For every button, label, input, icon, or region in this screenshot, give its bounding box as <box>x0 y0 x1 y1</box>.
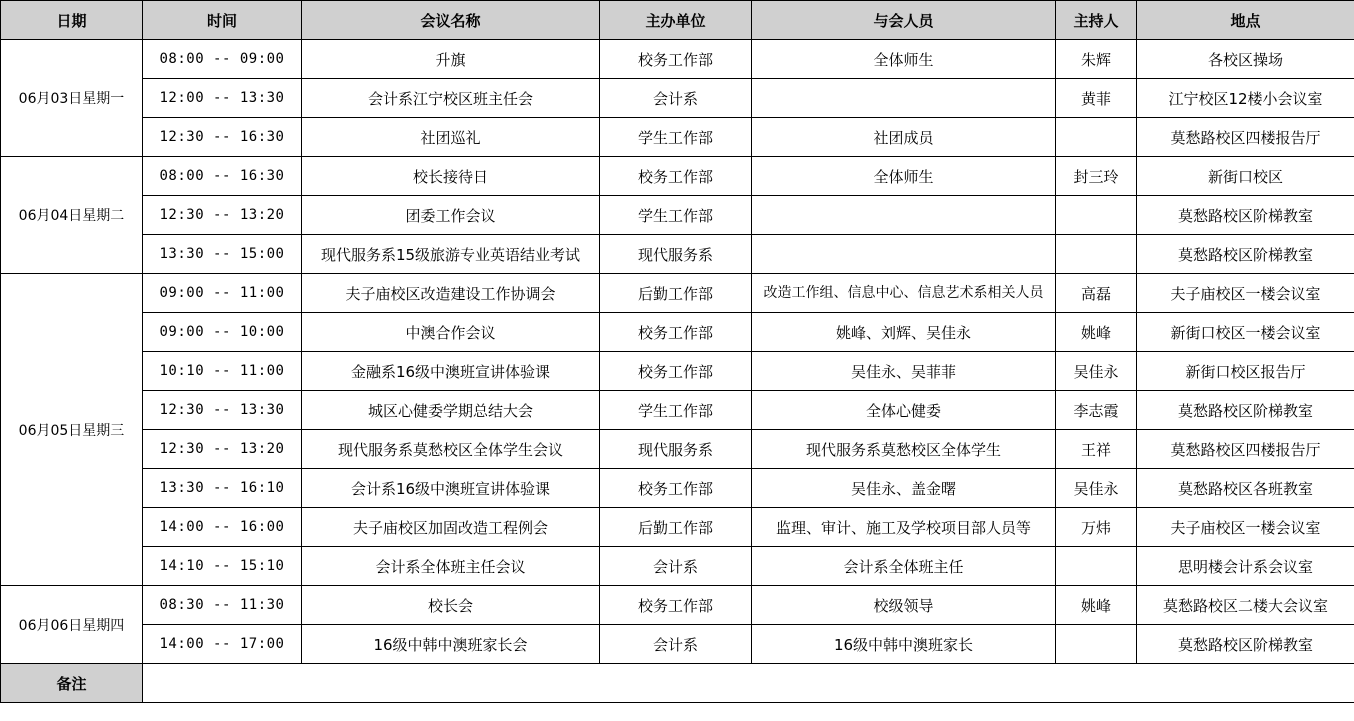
time-cell: 14:00 -- 17:00 <box>143 625 302 664</box>
time-cell: 12:30 -- 16:30 <box>143 118 302 157</box>
host-unit-cell: 会计系 <box>600 79 752 118</box>
chair-cell: 姚峰 <box>1056 313 1137 352</box>
chair-cell <box>1056 235 1137 274</box>
host-unit-cell: 后勤工作部 <box>600 508 752 547</box>
location-cell: 新街口校区一楼会议室 <box>1137 313 1354 352</box>
host-unit-cell: 后勤工作部 <box>600 274 752 313</box>
attendees-cell: 社团成员 <box>752 118 1056 157</box>
header-attendees: 与会人员 <box>752 1 1056 40</box>
time-cell: 12:30 -- 13:30 <box>143 391 302 430</box>
table-row <box>1 313 1354 352</box>
header-meeting-name: 会议名称 <box>302 1 600 40</box>
date-cell: 06月05日星期三 <box>1 274 143 586</box>
meeting-name-cell: 会计系江宁校区班主任会 <box>302 79 600 118</box>
location-cell: 莫愁路校区阶梯教室 <box>1137 391 1354 430</box>
host-unit-cell: 学生工作部 <box>600 196 752 235</box>
host-unit-cell: 校务工作部 <box>600 352 752 391</box>
notes-value <box>143 664 1354 703</box>
header-chair: 主持人 <box>1056 1 1137 40</box>
table-row <box>1 625 1354 664</box>
time-cell: 13:30 -- 15:00 <box>143 235 302 274</box>
table-row <box>1 196 1354 235</box>
chair-cell: 万炜 <box>1056 508 1137 547</box>
host-unit-cell: 会计系 <box>600 625 752 664</box>
location-cell: 夫子庙校区一楼会议室 <box>1137 508 1354 547</box>
attendees-cell: 会计系全体班主任 <box>752 547 1056 586</box>
chair-cell: 姚峰 <box>1056 586 1137 625</box>
time-cell: 09:00 -- 10:00 <box>143 313 302 352</box>
meeting-name-cell: 会计系16级中澳班宣讲体验课 <box>302 469 600 508</box>
date-cell: 06月06日星期四 <box>1 586 143 664</box>
time-cell: 13:30 -- 16:10 <box>143 469 302 508</box>
attendees-cell: 现代服务系莫愁校区全体学生 <box>752 430 1056 469</box>
header-time: 时间 <box>143 1 302 40</box>
chair-cell: 吴佳永 <box>1056 469 1137 508</box>
table-row <box>1 547 1354 586</box>
attendees-cell: 全体师生 <box>752 40 1056 79</box>
chair-cell: 黄菲 <box>1056 79 1137 118</box>
chair-cell: 封三玲 <box>1056 157 1137 196</box>
time-cell: 12:00 -- 13:30 <box>143 79 302 118</box>
chair-cell: 吴佳永 <box>1056 352 1137 391</box>
time-cell: 09:00 -- 11:00 <box>143 274 302 313</box>
table-row <box>1 430 1354 469</box>
attendees-cell: 监理、审计、施工及学校项目部人员等 <box>752 508 1056 547</box>
table-row <box>1 352 1354 391</box>
meeting-name-cell: 城区心健委学期总结大会 <box>302 391 600 430</box>
host-unit-cell: 校务工作部 <box>600 313 752 352</box>
meeting-name-cell: 金融系16级中澳班宣讲体验课 <box>302 352 600 391</box>
notes-row <box>1 664 1354 703</box>
header-location: 地点 <box>1137 1 1354 40</box>
meeting-name-cell: 夫子庙校区改造建设工作协调会 <box>302 274 600 313</box>
chair-cell <box>1056 625 1137 664</box>
time-cell: 10:10 -- 11:00 <box>143 352 302 391</box>
table-row <box>1 40 1354 79</box>
attendees-cell: 全体师生 <box>752 157 1056 196</box>
attendees-cell: 改造工作组、信息中心、信息艺术系相关人员 <box>752 274 1056 313</box>
time-cell: 12:30 -- 13:20 <box>143 430 302 469</box>
time-cell: 08:00 -- 16:30 <box>143 157 302 196</box>
attendees-cell <box>752 196 1056 235</box>
time-cell: 12:30 -- 13:20 <box>143 196 302 235</box>
location-cell: 莫愁路校区阶梯教室 <box>1137 196 1354 235</box>
date-cell: 06月04日星期二 <box>1 157 143 274</box>
header-row <box>1 1 1354 40</box>
table-row <box>1 157 1354 196</box>
meeting-name-cell: 团委工作会议 <box>302 196 600 235</box>
time-cell: 14:00 -- 16:00 <box>143 508 302 547</box>
chair-cell: 高磊 <box>1056 274 1137 313</box>
host-unit-cell: 校务工作部 <box>600 586 752 625</box>
meeting-name-cell: 校长会 <box>302 586 600 625</box>
date-cell: 06月03日星期一 <box>1 40 143 157</box>
host-unit-cell: 现代服务系 <box>600 235 752 274</box>
attendees-cell: 吴佳永、吴菲菲 <box>752 352 1056 391</box>
table-row <box>1 235 1354 274</box>
meeting-name-cell: 16级中韩中澳班家长会 <box>302 625 600 664</box>
location-cell: 莫愁路校区阶梯教室 <box>1137 235 1354 274</box>
location-cell: 莫愁路校区二楼大会议室 <box>1137 586 1354 625</box>
table-row <box>1 391 1354 430</box>
header-host-unit: 主办单位 <box>600 1 752 40</box>
schedule-body <box>1 40 1354 664</box>
chair-cell <box>1056 547 1137 586</box>
time-cell: 08:30 -- 11:30 <box>143 586 302 625</box>
meeting-name-cell: 社团巡礼 <box>302 118 600 157</box>
table-row <box>1 118 1354 157</box>
chair-cell: 王祥 <box>1056 430 1137 469</box>
location-cell: 夫子庙校区一楼会议室 <box>1137 274 1354 313</box>
location-cell: 莫愁路校区四楼报告厅 <box>1137 118 1354 157</box>
attendees-cell <box>752 235 1056 274</box>
host-unit-cell: 校务工作部 <box>600 157 752 196</box>
location-cell: 新街口校区报告厅 <box>1137 352 1354 391</box>
table-row <box>1 79 1354 118</box>
host-unit-cell: 会计系 <box>600 547 752 586</box>
time-cell: 08:00 -- 09:00 <box>143 40 302 79</box>
time-cell: 14:10 -- 15:10 <box>143 547 302 586</box>
location-cell: 莫愁路校区各班教室 <box>1137 469 1354 508</box>
table-row <box>1 508 1354 547</box>
host-unit-cell: 校务工作部 <box>600 469 752 508</box>
meeting-name-cell: 升旗 <box>302 40 600 79</box>
table-row <box>1 469 1354 508</box>
header-date: 日期 <box>1 1 143 40</box>
chair-cell: 朱辉 <box>1056 40 1137 79</box>
location-cell: 莫愁路校区四楼报告厅 <box>1137 430 1354 469</box>
table-row <box>1 274 1354 313</box>
meeting-name-cell: 现代服务系15级旅游专业英语结业考试 <box>302 235 600 274</box>
meeting-name-cell: 会计系全体班主任会议 <box>302 547 600 586</box>
location-cell: 莫愁路校区阶梯教室 <box>1137 625 1354 664</box>
location-cell: 新街口校区 <box>1137 157 1354 196</box>
chair-cell <box>1056 118 1137 157</box>
attendees-cell: 姚峰、刘辉、吴佳永 <box>752 313 1056 352</box>
attendees-cell: 全体心健委 <box>752 391 1056 430</box>
host-unit-cell: 学生工作部 <box>600 391 752 430</box>
chair-cell <box>1056 196 1137 235</box>
location-cell: 江宁校区12楼小会议室 <box>1137 79 1354 118</box>
meeting-name-cell: 校长接待日 <box>302 157 600 196</box>
chair-cell: 李志霞 <box>1056 391 1137 430</box>
attendees-cell: 校级领导 <box>752 586 1056 625</box>
host-unit-cell: 现代服务系 <box>600 430 752 469</box>
attendees-cell <box>752 79 1056 118</box>
location-cell: 各校区操场 <box>1137 40 1354 79</box>
attendees-cell: 吴佳永、盖金曙 <box>752 469 1056 508</box>
meeting-name-cell: 中澳合作会议 <box>302 313 600 352</box>
host-unit-cell: 校务工作部 <box>600 40 752 79</box>
notes-label: 备注 <box>1 664 143 703</box>
meeting-name-cell: 夫子庙校区加固改造工程例会 <box>302 508 600 547</box>
location-cell: 思明楼会计系会议室 <box>1137 547 1354 586</box>
table-row <box>1 586 1354 625</box>
host-unit-cell: 学生工作部 <box>600 118 752 157</box>
meeting-name-cell: 现代服务系莫愁校区全体学生会议 <box>302 430 600 469</box>
attendees-cell: 16级中韩中澳班家长 <box>752 625 1056 664</box>
